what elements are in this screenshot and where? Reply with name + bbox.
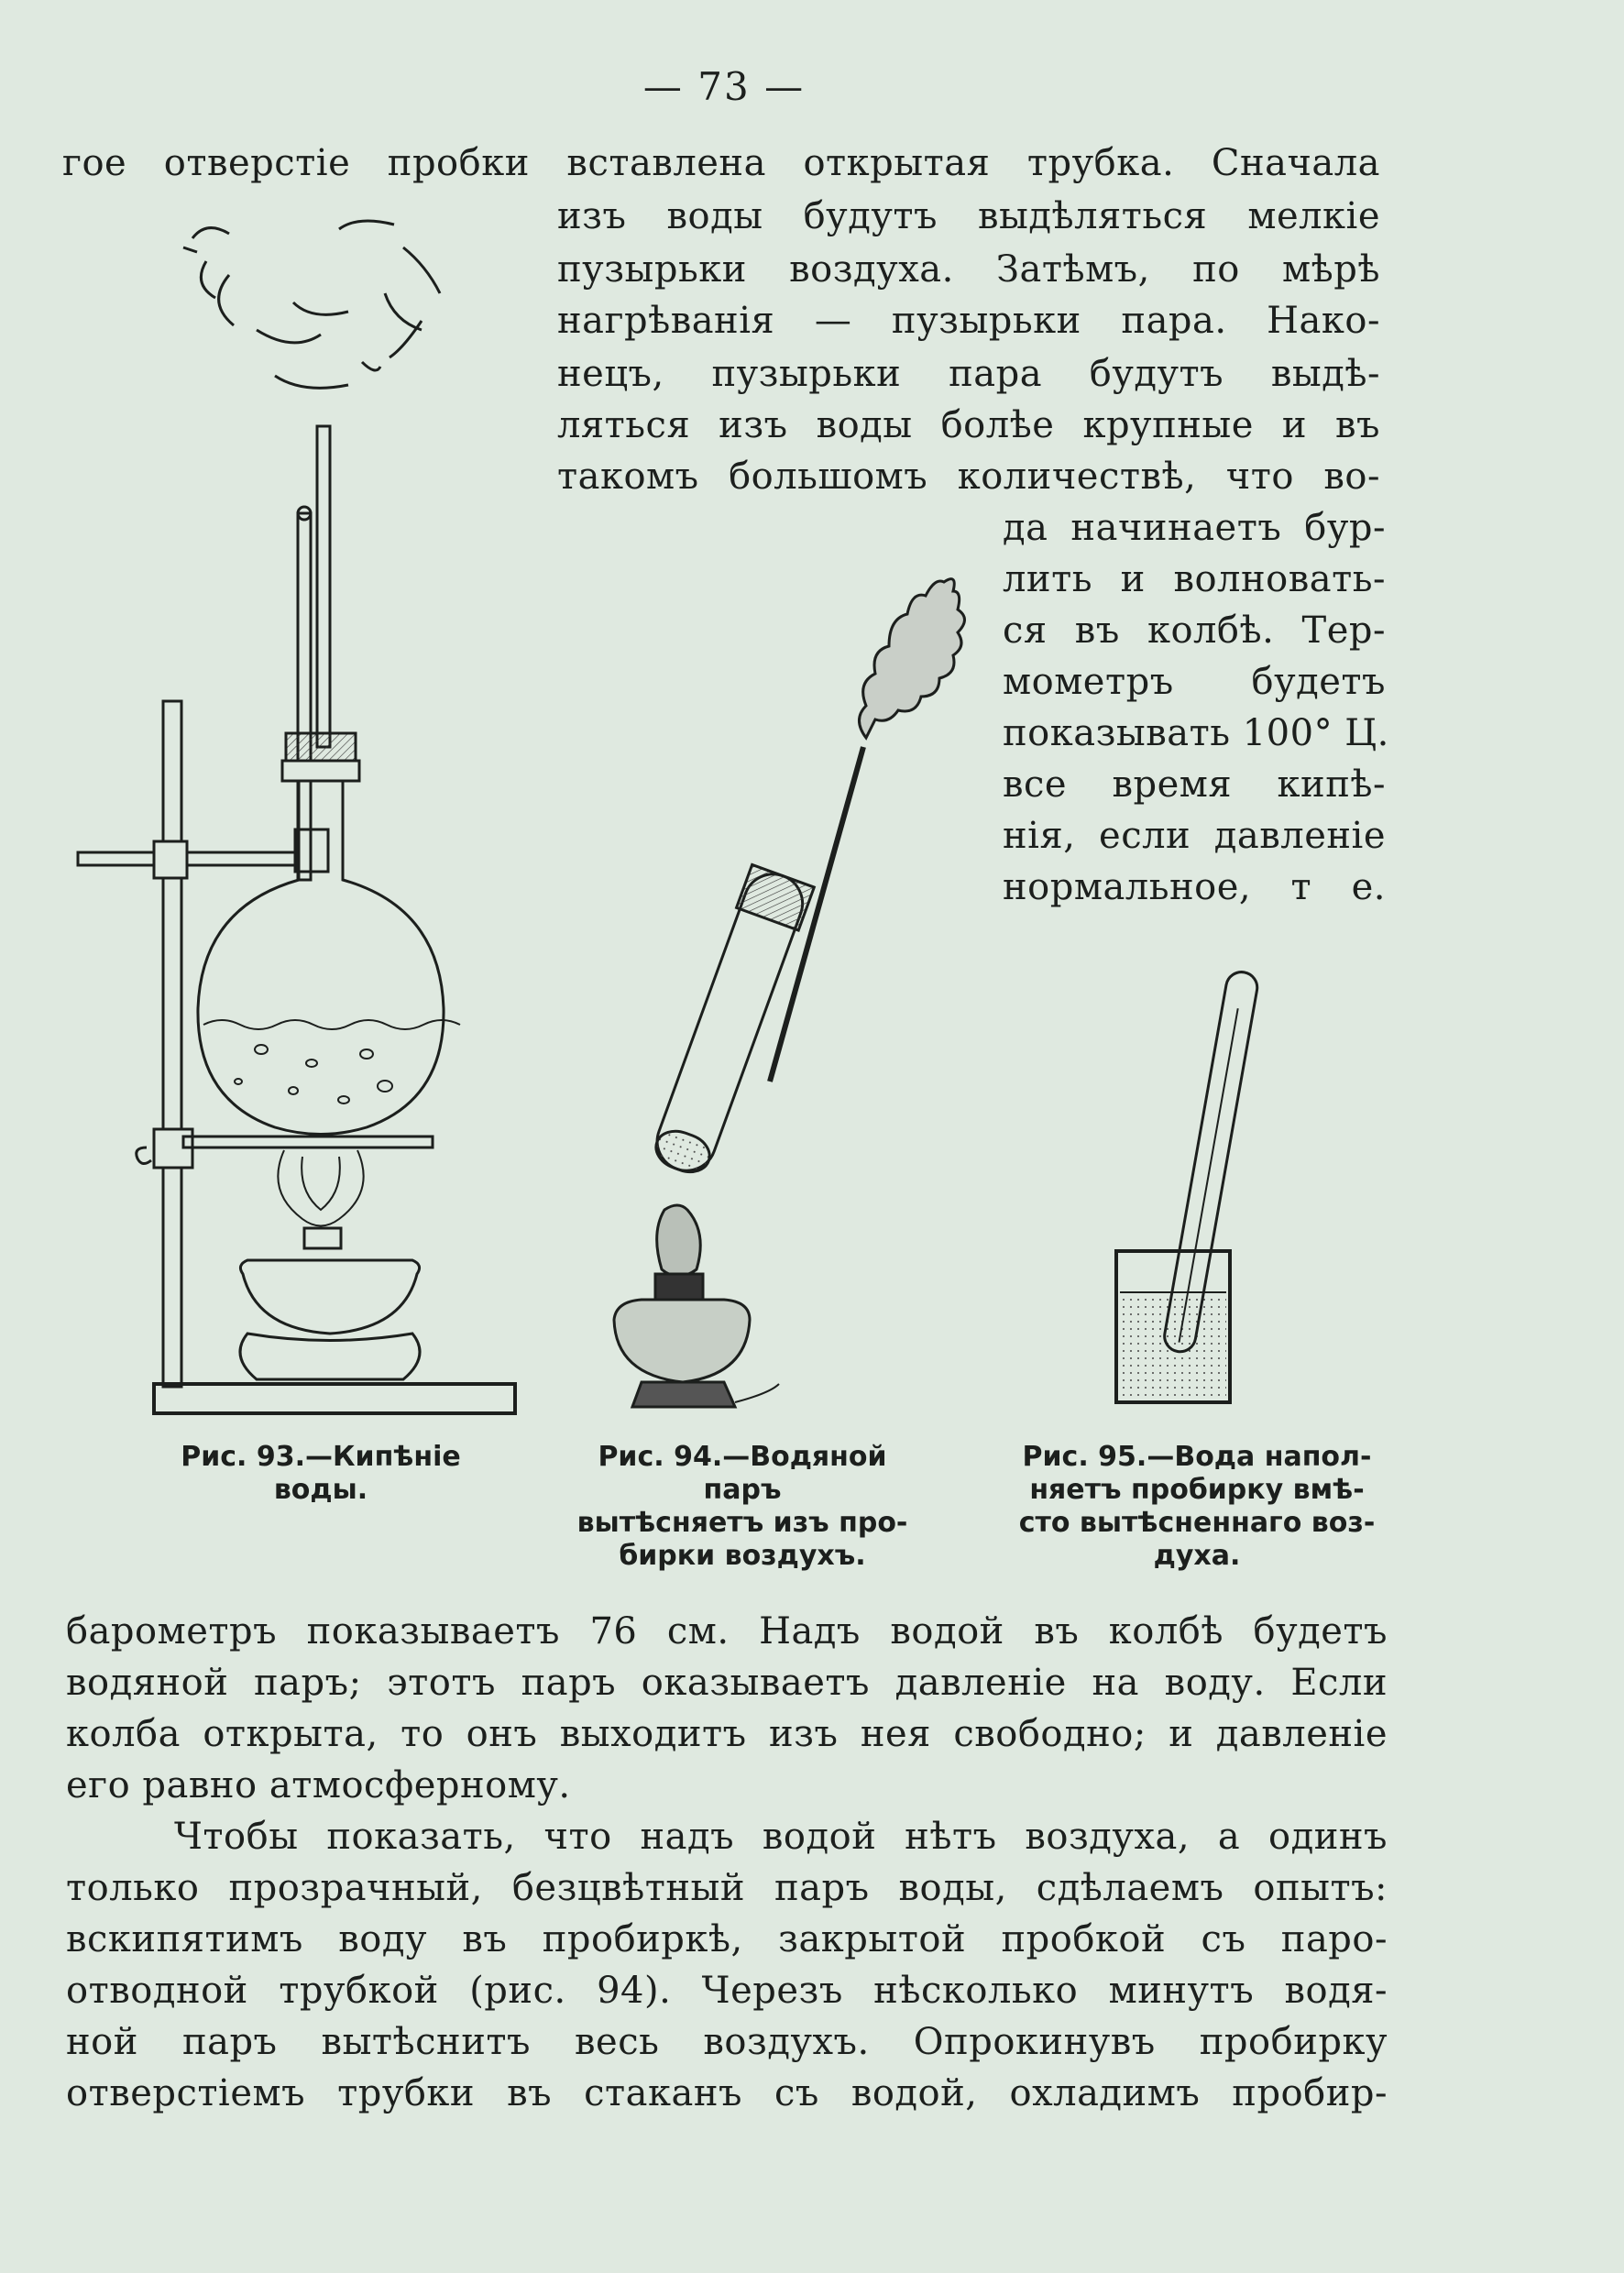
text-line: мометръ будетъ (1003, 661, 1386, 703)
caption-line: Рис. 94.—Водяной паръ (598, 1441, 887, 1506)
text-line: только прозрачный, безцвѣтный паръ воды, сдѣлаемъ опытъ: (66, 1867, 1388, 1909)
text-line: пузырьки воздуха. Затѣмъ, по мѣрѣ (557, 248, 1380, 291)
caption-line: бирки воздухъ. (619, 1540, 866, 1572)
caption-line: воды. (273, 1474, 368, 1506)
text-line: барометръ показываетъ 76 см. Надъ водой въ колбѣ будетъ (66, 1610, 1388, 1653)
beaker-illustration (1116, 970, 1259, 1402)
text-line: нія, если давленіе (1003, 815, 1386, 857)
text-line: нормальное, т е. (1003, 866, 1386, 908)
page-number: — 73 — (642, 64, 806, 109)
caption-line: сто вытѣсненнаго воз- (1018, 1507, 1376, 1539)
text-line: такомъ большомъ количествѣ, что во- (557, 456, 1380, 498)
text-line: ся въ колбѣ. Тер- (1003, 609, 1386, 652)
caption-line: няетъ пробирку вмѣ- (1029, 1474, 1365, 1506)
text-line: все время кипѣ- (1003, 763, 1386, 806)
text-line: лить и волновать- (1003, 558, 1386, 600)
text-line: гое отверстіе пробки вставлена открытая трубка. Сначала (62, 142, 1380, 184)
caption-line: духа. (1153, 1540, 1241, 1572)
boiling-flask-illustration (78, 221, 515, 1413)
text-line: отверстіемъ трубки въ стаканъ съ водой, охладимъ пробир- (66, 2072, 1388, 2114)
text-line: вскипятимъ воду въ пробиркѣ, закрытой пробкой съ паро- (66, 1918, 1388, 1960)
text-line: нагрѣванія — пузырьки пара. Нако- (557, 300, 1380, 342)
text-line: ляться изъ воды болѣе крупные и въ (557, 404, 1380, 446)
text-line: нецъ, пузырьки пара будутъ выдѣ- (557, 353, 1380, 395)
caption-line: вытѣсняетъ изъ про- (576, 1507, 908, 1539)
caption-line: Рис. 93.—Кипѣніе (181, 1441, 461, 1473)
figure-94-caption (559, 1441, 926, 1573)
test-tube-illustration (614, 579, 965, 1407)
text-line: колба открыта, то онъ выходитъ изъ нея свободно; и давленіе (66, 1713, 1388, 1755)
figure-93-caption (137, 1441, 504, 1507)
text-line: да начинаетъ бур- (1003, 507, 1386, 549)
text-line: его равно атмосферному. (66, 1764, 571, 1806)
text-line: ной паръ вытѣснитъ весь воздухъ. Опрокинувъ пробирку (66, 2021, 1388, 2063)
text-line: отводной трубкой (рис. 94). Черезъ нѣсколько минутъ водя- (66, 1970, 1388, 2012)
text-line: изъ воды будутъ выдѣляться мелкіе (557, 195, 1380, 237)
caption-line: Рис. 95.—Вода напол- (1022, 1441, 1372, 1473)
text-line: Чтобы показать, что надъ водой нѣтъ воздуха, а одинъ (174, 1816, 1388, 1858)
text-line: показывать 100° Ц. (1003, 712, 1389, 754)
figure-95-caption (1001, 1441, 1393, 1573)
text-line: водяной паръ; этотъ паръ оказываетъ давленіе на воду. Если (66, 1662, 1388, 1704)
